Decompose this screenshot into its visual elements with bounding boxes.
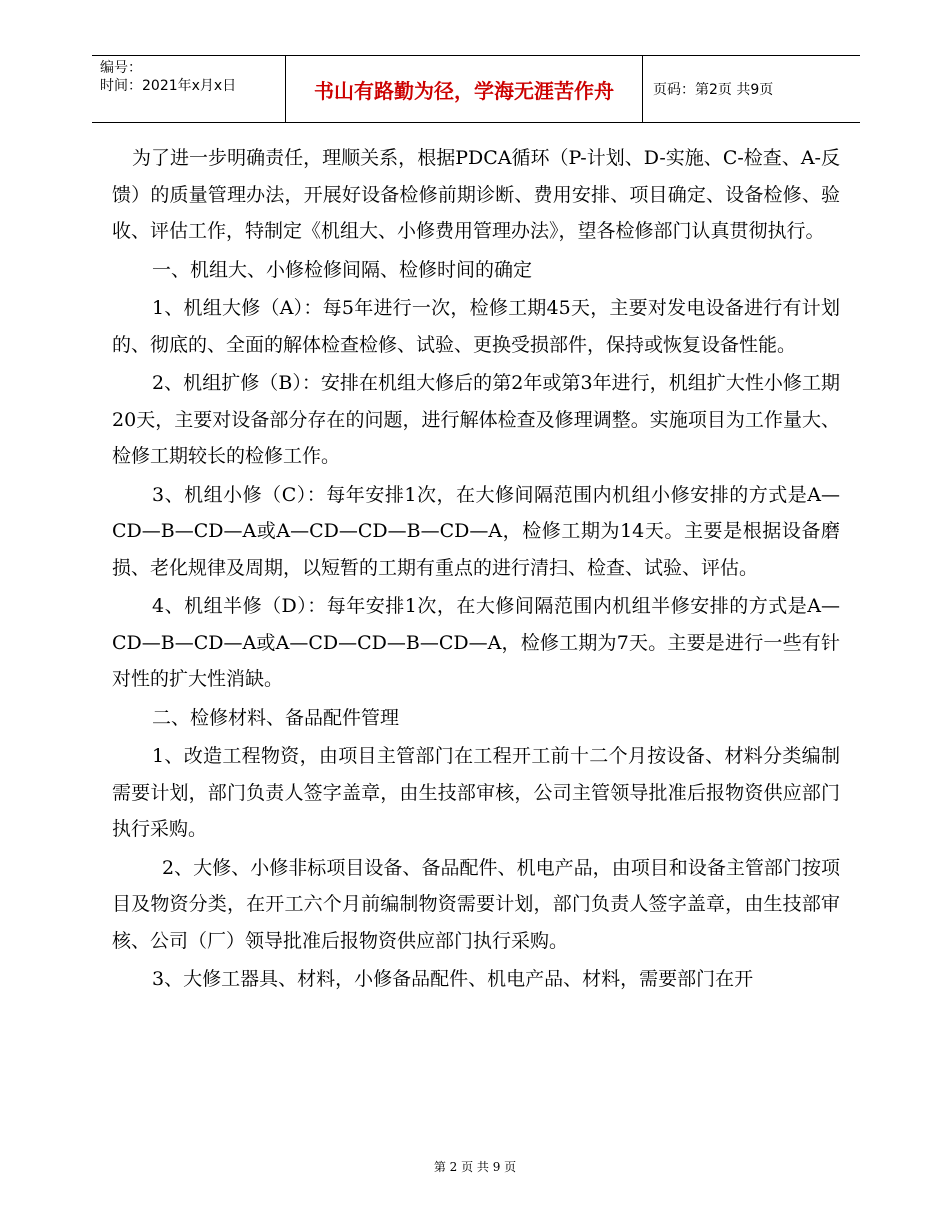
paragraph-half-repair: 4、机组半修（D）：每年安排1次，在大修间隔范围内机组半修安排的方式是A—CD—B—CD—A或A—CD—CD—B—CD—A，检修工期为7天。主要是进行一些有针对性的扩大性消缺。 [112,595,840,690]
paragraph-extended-repair: 2、机组扩修（B）：安排在机组大修后的第2年或第3年进行，机组扩大性小修工期20天，主要对设备部分存在的问题，进行解体检查及修理调整。实施项目为工作量大、检修工期较长的检修工作。 [112,372,840,467]
document-body [112,140,840,1000]
page-footer: 第 2 页 共 9 页 [433,1160,517,1174]
document-time-label: 时间：2021年x月x日 [100,78,237,94]
header-meta-cell [92,56,286,122]
page-header [92,55,860,123]
intro-paragraph: 为了进一步明确责任，理顺关系，根据PDCA循环（P-计划、D-实施、C-检查、A-反馈）的质量管理办法，开展好设备检修前期诊断、费用安排、项目确定、设备检修、验收、评估工作，特制定《机组大、小修费用管理办法》，望各检修部门认真贯彻执行。 [112,147,840,242]
paragraph-materials-1: 1、改造工程物资，由项目主管部门在工程开工前十二个月按设备、材料分类编制需要计划，部门负责人签字盖章，由生技部审核，公司主管领导批准后报物资供应部门执行采购。 [112,745,840,840]
section-heading-1: 一、机组大、小修检修间隔、检修时间的确定 [152,258,533,281]
paragraph-minor-repair: 3、机组小修（C）：每年安排1次，在大修间隔范围内机组小修安排的方式是A—CD—B—CD—A或A—CD—CD—B—CD—A，检修工期为14天。主要是根据设备磨损、老化规律及周期，以短暂的工期有重点的进行清扫、检查、试验、评估。 [112,483,840,579]
section-heading-2: 二、检修材料、备品配件管理 [152,706,400,729]
header-motto: 书山有路勤为径，学海无涯苦作舟 [286,56,643,122]
document-number-label: 编号： [100,60,142,76]
paragraph-materials-2: 2、大修、小修非标项目设备、备品配件、机电产品，由项目和设备主管部门按项目及物资分类，在开工六个月前编制物资需要计划，部门负责人签字盖章，由生技部审核、公司（厂）领导批准后报物资供应部门执行采购。 [112,856,840,952]
paragraph-major-overhaul: 1、机组大修（A）：每5年进行一次，检修工期45天，主要对发电设备进行有计划的、彻底的、全面的解体检查检修、试验、更换受损部件，保持或恢复设备性能。 [112,297,840,356]
paragraph-materials-3: 3、大修工器具、材料，小修备品配件、机电产品、材料，需要部门在开 [152,968,754,990]
header-page-info: 页码：第2页 共9页 [653,82,774,98]
